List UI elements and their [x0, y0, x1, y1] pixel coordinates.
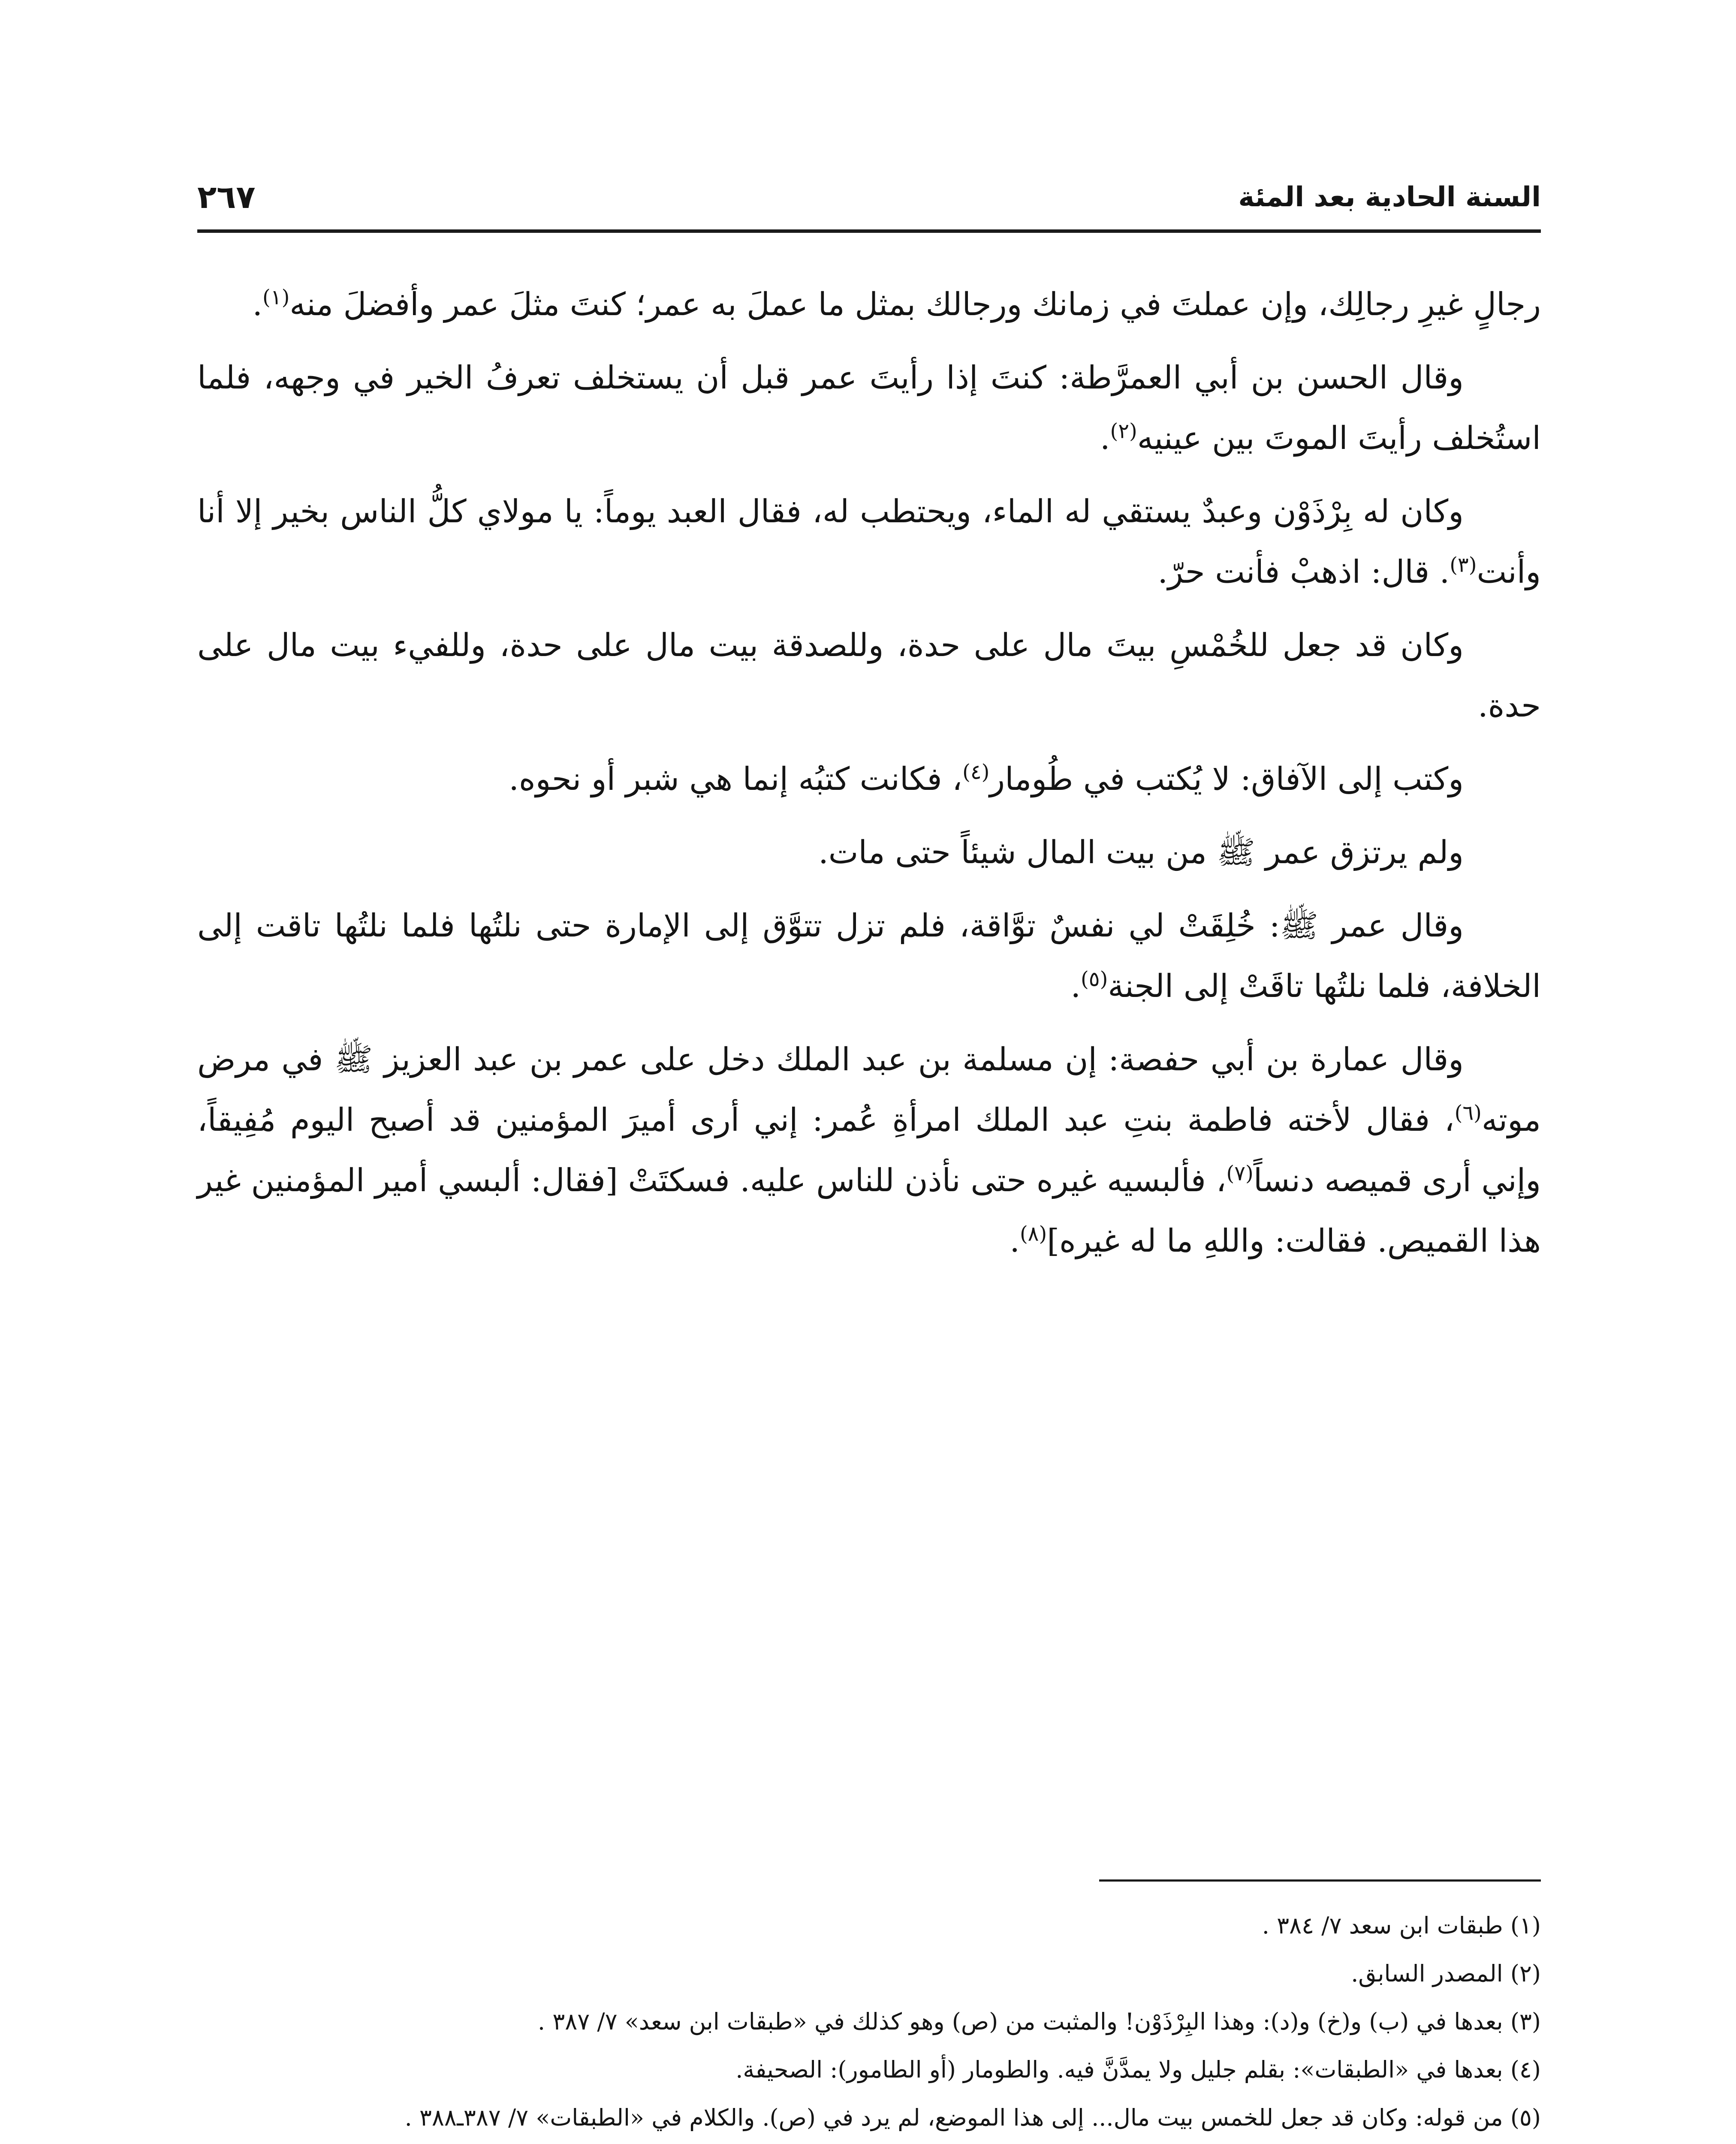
running-header [197, 169, 1541, 225]
footnote-ref: (٥) [1081, 967, 1108, 991]
paragraph-text: وكتب إلى الآفاق: لا يُكتب في طُومار [989, 761, 1464, 798]
footnote-ref: (٨) [1019, 1222, 1047, 1246]
footnote [197, 2142, 1541, 2144]
paragraph [197, 1030, 1541, 1271]
paragraph [197, 348, 1541, 469]
paragraph-text: . [1070, 968, 1081, 1005]
paragraph [197, 615, 1541, 736]
paragraph-text: رجالٍ غيرِ رجالِك، وإن عملتَ في زمانك ورجالك بمثل ما عملَ به عمر؛ كنتَ مثلَ عمر وأفضلَ منه [289, 286, 1541, 323]
footnote: (١) طبقات ابن سعد ٧/ ٣٨٤ . [1262, 1912, 1541, 1939]
paragraph-text: وقال الحسن بن أبي العمرَّطة: كنتَ إذا رأيتَ عمر قبل أن يستخلف تعرفُ الخير في وجهه، فلما استُخلف رأيتَ الموتَ بين عينيه [197, 359, 1541, 457]
paragraph-text: وكان له بِرْذَوْن وعبدٌ يستقي له الماء، ويحتطب له، فقال العبد يوماً: يا مولاي كلُّ الناس بخير إلا أنا وأنت [197, 493, 1541, 590]
footnote-ref: (١) [262, 285, 290, 310]
footnote-ref: (٢) [1110, 419, 1137, 443]
footnotes [197, 1902, 1541, 2144]
running-title: السنة الحادية بعد المئة [1238, 181, 1541, 213]
main-text [197, 274, 1541, 1284]
paragraph [197, 749, 1541, 810]
paragraph-text: ولم يرتزق عمر ﷺ من بيت المال شيئاً حتى مات. [818, 834, 1464, 871]
paragraph-text: وقال عمارة بن أبي حفصة: إن مسلمة بن عبد الملك دخل على عمر بن عبد العزيز ﷺ في مرض موته [197, 1041, 1541, 1138]
footnote: (٢) المصدر السابق. [1351, 1960, 1541, 1987]
paragraph-text: ، فكانت كتبُه إنما هي شبر أو نحوه. [509, 761, 963, 798]
footnote-ref: (٦) [1454, 1101, 1482, 1125]
paragraph-text: . [252, 286, 263, 323]
paragraph [197, 482, 1541, 602]
footnote: (٥) من قوله: وكان قد جعل للخمس بيت مال... إلى هذا الموضع، لم يرد في (ص). والكلام في «الطبقات» ٧/ ٣٨٧ـ٣٨٨ . [404, 2104, 1541, 2131]
paragraph-text: وقال عمر ﷺ: خُلِقَتْ لي نفسٌ توَّاقة، فلم تزل تتوَّق إلى الإمارة حتى نلتُها فلما نلتُها تاقت إلى الخلافة، فلما نلتُها تاقَتْ إلى الجنة [197, 907, 1541, 1005]
footnote: (٣) بعدها في (ب) و(خ) و(د): وهذا البِرْذَوْن! والمثبت من (ص) وهو كذلك في «طبقات ابن سعد» ٧/ ٣٨٧ . [537, 2008, 1541, 2035]
paragraph-text: ، فقال لأخته فاطمة بنتِ عبد الملك امرأةِ عُمر: إني أرى أميرَ المؤمنين قد أصبح اليوم مُفِيقاً، وإني أرى قميصه دنساً [197, 1102, 1541, 1199]
header-rule [197, 229, 1541, 233]
page-number: ٢٦٧ [197, 179, 256, 216]
footnote-separator [1099, 1879, 1541, 1882]
paragraph-text: وكان قد جعل للخُمْسِ بيتَ مال على حدة، وللصدقة بيت مال على حدة، وللفيء بيت مال على حدة. [197, 627, 1541, 724]
paragraph [197, 896, 1541, 1017]
paragraph [197, 274, 1541, 335]
footnote: (٤) بعدها في «الطبقات»: بقلم جليل ولا يمدَّنَّ فيه. والطومار (أو الطامور): الصحيفة. [735, 2056, 1541, 2083]
paragraph-text: ، فألبسيه غيره حتى نأذن للناس عليه. فسكتَتْ [فقال: ألبسي أمير المؤمنين غير هذا القميص. فقالت: واللهِ ما له غيره] [197, 1162, 1541, 1259]
footnote-ref: (٤) [962, 760, 990, 784]
paragraph-text: . [1100, 420, 1110, 457]
paragraph-text: . قال: اذهبْ فأنت حرّ. [1157, 554, 1450, 590]
paragraph-text: . [1010, 1223, 1020, 1259]
footnote-ref: (٣) [1450, 553, 1477, 577]
paragraph [197, 822, 1541, 883]
footnote-ref: (٧) [1226, 1161, 1254, 1186]
